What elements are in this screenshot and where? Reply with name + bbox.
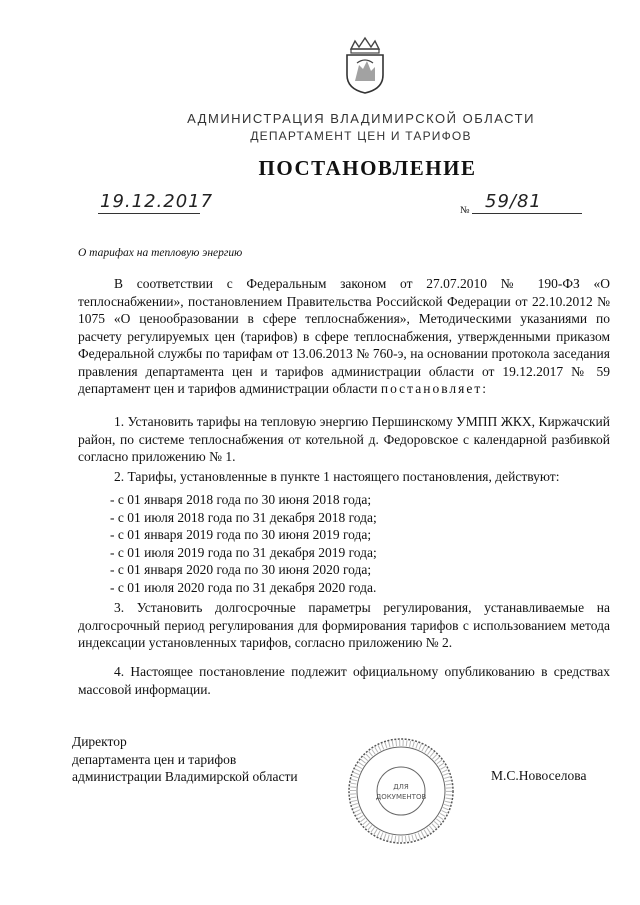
list-item: - с 01 июля 2019 года по 31 декабря 2019 года; bbox=[110, 544, 377, 562]
period-list bbox=[110, 491, 377, 596]
document-number: 59/81 bbox=[485, 191, 542, 212]
date-underline bbox=[98, 213, 200, 214]
signatory-line-3: администрации Владимирской области bbox=[72, 769, 298, 784]
signatory-line-2: департамента цен и тарифов bbox=[72, 751, 237, 767]
stamp-text-line-1: ДЛЯ bbox=[393, 783, 409, 791]
list-item: - с 01 января 2018 года по 30 июня 2018 года; bbox=[110, 491, 377, 509]
clause-4: 4. Настоящее постановление подлежит официальному опубликованию в средствах массовой информации. bbox=[78, 664, 610, 697]
preamble-paragraph bbox=[78, 275, 610, 398]
stamp-text-line-2: ДОКУМЕНТОВ bbox=[375, 793, 427, 801]
number-prefix: № bbox=[460, 205, 470, 216]
organization-line-2: ДЕПАРТАМЕНТ ЦЕН И ТАРИФОВ bbox=[250, 129, 472, 143]
list-item: - с 01 июля 2018 года по 31 декабря 2018 года; bbox=[110, 509, 377, 527]
number-underline bbox=[472, 213, 582, 214]
organization-line-1: АДМИНИСТРАЦИЯ ВЛАДИМИРСКОЙ ОБЛАСТИ bbox=[187, 111, 535, 126]
signatory-name: М.С.Новоселова bbox=[491, 768, 587, 783]
list-item: - с 01 января 2019 года по 30 июня 2019 года; bbox=[110, 526, 377, 544]
coat-of-arms-icon bbox=[341, 35, 389, 95]
official-stamp bbox=[347, 737, 455, 845]
preamble-decree-word: постановляет: bbox=[380, 381, 488, 396]
document-title: ПОСТАНОВЛЕНИЕ bbox=[258, 156, 477, 180]
clause-1: 1. Установить тарифы на тепловую энергию Першинскому УМПП ЖКХ, Киржачский район, по системе теплоснабжения от котельной д. Федоровское с календарной разбивкой согласно приложению № 1. bbox=[78, 414, 610, 464]
list-item: - с 01 января 2020 года по 30 июня 2020 года; bbox=[110, 561, 377, 579]
document-date: 19.12.2017 bbox=[100, 191, 214, 212]
list-item: - с 01 июля 2020 года по 31 декабря 2020 года. bbox=[110, 579, 377, 597]
clause-3: 3. Установить долгосрочные параметры регулирования, устанавливаемые на долгосрочный период регулирования для формирования тарифов с использованием метода индексации установленных тарифов, согласно приложению № 2. bbox=[78, 600, 610, 650]
preamble-text: В соответствии с Федеральным законом от 27.07.2010 № 190-ФЗ «О теплоснабжении», постановлением Правительства Российской Федерации от 22.10.2012 № 1075 «О ценообразовании в сфере теплоснабжения», Методическими указаниями по расчету регулируемых цен (тарифов) в сфере теплоснабжения, утвержденными приказом Федеральной службы по тарифам от 13.06.2013 № 760-э, на основании протокола заседания правления департамента цен и тарифов администрации области от 19.12.2017 № 59 департамент цен и тарифов администрации области bbox=[78, 276, 610, 396]
clause-2: 2. Тарифы, установленные в пункте 1 настоящего постановления, действуют: bbox=[114, 469, 560, 484]
document-subject: О тарифах на тепловую энергию bbox=[78, 247, 243, 259]
signatory-line-1: Директор bbox=[72, 734, 127, 749]
signatory-title bbox=[72, 733, 298, 786]
